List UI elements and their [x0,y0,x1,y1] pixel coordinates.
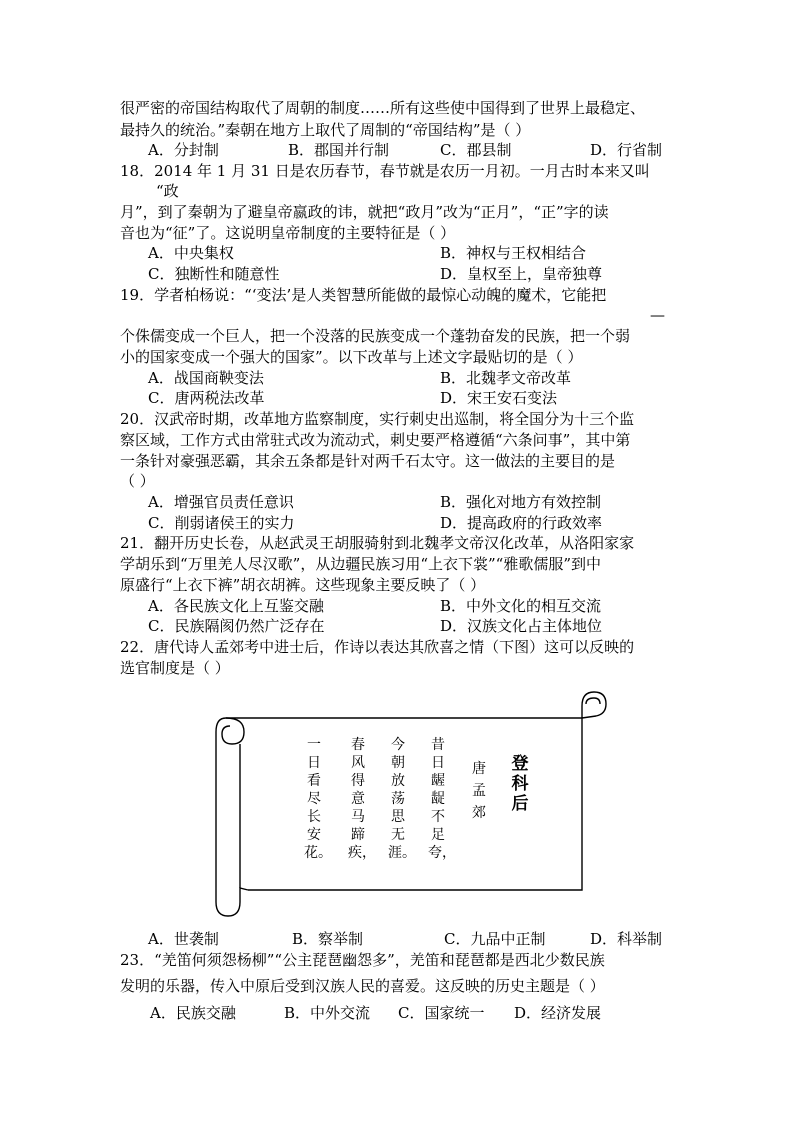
option-d: D．行省制 [590,141,663,159]
option-d: D．汉族文化占主体地位 [440,617,603,635]
option-d: D．宋王安石变法 [440,389,558,407]
option-c: C．九品中正制 [444,930,546,948]
text-line: — [650,306,665,324]
option-b: B．察举制 [292,930,364,948]
option-a: A．民族交融 [150,1004,236,1022]
text-line: 最持久的统治。”秦朝在地方上取代了周制的“帝国结构”是（ ） [120,121,531,139]
text-line: 学胡乐到“万里羌人尽汉歌”，从边疆民族习用“上衣下裳”“雅歌儒服”到中 [120,555,602,573]
option-d: D．皇权至上，皇帝独尊 [440,265,603,283]
option-b: B．北魏孝文帝改革 [440,369,572,387]
option-c: C．唐两税法改革 [148,389,265,407]
option-d: D．提高政府的行政效率 [440,514,603,532]
question-21: 21．翻开历史长卷，从赵武灵王胡服骑射到北魏孝文帝汉化改革，从洛阳家家 [120,534,635,552]
text-line: 个侏儒变成一个巨人，把一个没落的民族变成一个蓬勃奋发的民族，把一个弱 [120,327,631,345]
option-c: C．郡县制 [440,141,512,159]
text-line: 小的国家变成一个强大的国家”。以下改革与上述文字最贴切的是（ ） [120,348,583,366]
text-line: 发明的乐器，传入中原后受到汉族人民的喜爱。这反映的历史主题是（ ） [120,977,605,995]
text-line: “政 [156,182,179,200]
poem-title: 登科后 [511,754,529,814]
option-a: A．战国商鞅变法 [148,369,264,387]
text-line: 察区域，工作方式由常驻式改为流动式，刺史要严格遵循“六条问事”，其中第 [120,431,631,449]
poem-line: 一日看尽长安花。 [304,737,332,861]
option-b: B．中外文化的相互交流 [440,597,602,615]
text-line: （ ） [120,472,155,490]
poem-line: 今朝放荡思无涯。 [388,737,416,861]
poem-line: 昔日龌龊不足夸， [428,737,456,861]
poem-author: 唐 孟郊 [472,761,486,821]
question-19: 19．学者柏杨说：“‘变法’是人类智慧所能做的最惊心动魄的魔术，它能把 [120,286,607,304]
text-line: 音也为“征”了。这说明皇帝制度的主要特征是（ ） [120,224,456,242]
text-line: 月”，到了秦朝为了避皇帝嬴政的讳，就把“政月”改为“正月”，“正”字的读 [120,203,609,221]
poem-scroll [214,688,614,920]
option-a: A．增强官员责任意识 [148,493,294,511]
option-c: C．民族隔阂仍然广泛存在 [148,617,325,635]
option-d: D．科举制 [590,930,663,948]
question-23: 23．“羌笛何须怨杨柳”“公主琵琶幽怨多”，羌笛和琵琶都是西北少数民族 [120,951,605,969]
question-22: 22．唐代诗人孟郊考中进士后，作诗以表达其欣喜之情（下图）这可以反映的 [120,638,635,656]
option-a: A．世袭制 [148,930,219,948]
option-c: C．独断性和随意性 [148,265,280,283]
option-b: B．神权与王权相结合 [440,244,587,262]
option-c: C．削弱诸侯王的实力 [148,514,295,532]
option-b: B．中外交流 [284,1004,371,1022]
option-b: B．强化对地方有效控制 [440,493,602,511]
question-18: 18．2014 年 1 月 31 日是农历春节，春节就是农历一月初。一月古时本来又叫 [120,162,650,180]
scroll-outline [214,688,614,920]
option-a: A．分封制 [148,141,219,159]
text-line: 一条针对豪强恶霸，其余五条都是针对两千石太守。这一做法的主要目的是 [120,452,616,470]
text-line: 原盛行“上衣下裤”胡衣胡裤。这些现象主要反映了（ ） [120,576,486,594]
text-line: 很严密的帝国结构取代了周朝的制度……所有这些使中国得到了世界上最稳定、 [120,99,646,117]
option-d: D．经济发展 [514,1004,602,1022]
option-c: C．国家统一 [398,1004,485,1022]
option-a: A．各民族文化上互鉴交融 [148,597,324,615]
text-line: 选官制度是（ ） [120,659,230,677]
option-a: A．中央集权 [148,244,234,262]
question-20: 20．汉武帝时期，改革地方监察制度，实行刺史出巡制，将全国分为十三个监 [120,410,635,428]
poem-line: 春风得意马蹄疾， [348,737,376,861]
option-b: B．郡国并行制 [288,141,390,159]
